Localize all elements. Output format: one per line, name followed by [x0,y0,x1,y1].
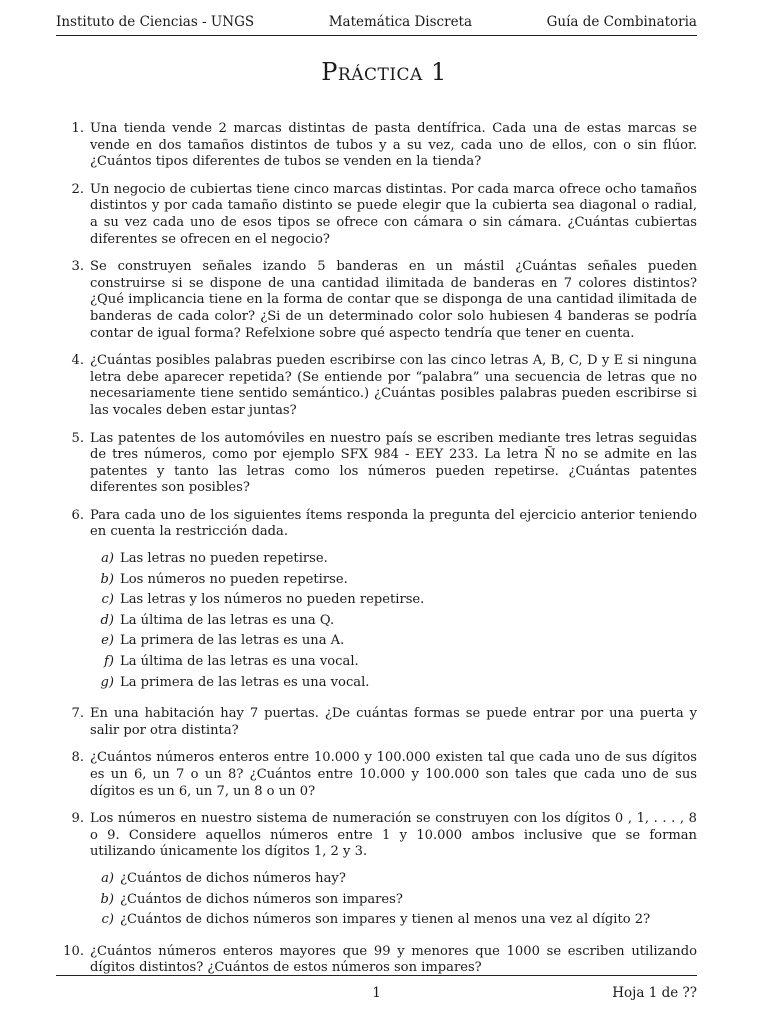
exercise-item [56,750,697,800]
exercise-number: 8. [71,750,84,766]
exercise-number: 4. [71,353,84,369]
exercise-text: Los números en nuestro sistema de numeración se construyen con los dígitos 0 , 1, . . . , 8 o 9. Considere aquellos números entre 1 y 10.000 ambos inclusive que se forman utilizando únicamente los dígitos 1, 2 y 3. [90,811,697,860]
exercise-body [90,259,697,342]
subitem-list [90,551,697,691]
subitem [90,633,697,650]
subitem-text: Las letras no pueden repetirse. [120,551,328,567]
subitem-text: La primera de las letras es una A. [120,633,345,649]
exercise-number: 6. [71,507,84,523]
header-institution: Instituto de Ciencias - UNGS [56,14,255,30]
exercise-item [56,121,697,171]
exercise-item [56,508,697,695]
subitem-text: La primera de las letras es una vocal. [120,674,370,690]
exercise-body [90,508,697,695]
exercise-text: Una tienda vende 2 marcas distintas de pasta dentífrica. Cada una de estas marcas se vende en dos tamaños distintos de tubos y a su vez, cada uno de ellos, con o sin flúor. ¿Cuántos tipos diferentes de tubos se venden en la tienda? [90,121,697,170]
exercise-body [90,750,697,800]
subitem [90,551,697,568]
exercise-item [56,706,697,739]
subitem [90,871,697,888]
subitem-label: f) [104,654,114,670]
exercise-item [56,811,697,933]
exercise-number: 5. [71,430,84,446]
subitem-list [90,871,697,929]
page-header [56,14,697,36]
exercise-body [90,182,697,248]
exercise-text: Un negocio de cubiertas tiene cinco marcas distintas. Por cada marca ofrece ocho tamaños distintos y por cada tamaño distinto se puede elegir que la cubierta sea diagonal o radial, a su vez cada uno de esos tipos se ofrece con cámara o sin cámara. ¿Cuántas cubiertas diferentes se ofrecen en el negocio? [90,181,697,247]
footer-sheet-count: Hoja 1 de ?? [612,985,697,1001]
subitem [90,675,697,692]
subitem [90,613,697,630]
exercise-item [56,182,697,248]
subitem-label: a) [101,551,114,567]
subitem-label: g) [100,674,114,690]
header-guide: Guía de Combinatoria [546,14,697,30]
exercise-text: ¿Cuántos números enteros mayores que 99 y menores que 1000 se escriben utilizando dígitos distintos? ¿Cuántos de estos números son impares? [90,943,697,976]
exercise-number: 3. [71,259,84,275]
exercise-item [56,431,697,497]
exercise-item [56,944,697,977]
exercise-item [56,353,697,419]
subitem-label: b) [100,891,114,907]
exercise-number: 10. [63,943,84,959]
subitem [90,912,697,929]
subitem [90,892,697,909]
subitem-text: ¿Cuántos de dichos números son impares? [120,891,403,907]
subitem-label: b) [100,571,114,587]
subitem-text: La última de las letras es una Q. [120,612,335,628]
exercise-item [56,259,697,342]
exercise-text: Para cada uno de los siguientes ítems responda la pregunta del ejercicio anterior teniendo en cuenta la restricción dada. [90,507,697,540]
exercise-number: 2. [71,181,84,197]
exercise-body [90,121,697,171]
exercise-text: En una habitación hay 7 puertas. ¿De cuántas formas se puede entrar por una puerta y salir por otra distinta? [90,706,697,738]
page-title: Práctica 1 [321,58,447,86]
subitem-label: d) [100,612,114,628]
exercise-body [90,706,697,739]
exercise-list [56,121,697,988]
page-footer [56,975,697,1001]
subitem [90,592,697,609]
exercise-text: Las patentes de los automóviles en nuestro país se escriben mediante tres letras seguidas de tres números, como por ejemplo SFX 984 - EEY 233. La letra Ñ no se admite en las patentes y tanto las letras como los números pueden repetirse. ¿Cuántas patentes diferentes son posibles? [90,430,697,496]
subitem-text: ¿Cuántos de dichos números son impares y tienen al menos una vez al dígito 2? [120,912,651,928]
exercise-text: Se construyen señales izando 5 banderas en un mástil ¿Cuántas señales pueden construirse si se dispone de una cantidad ilimitada de banderas en 7 colores distintos? ¿Qué implicancia tiene en la forma de contar que se disponga de una cantidad ilimitada de banderas de cada color? ¿Si de un determinado color solo hubiesen 4 banderas se podría contar de igual forma? Refelxione sobre qué aspecto tendría que tener en cuenta. [90,259,697,341]
exercise-body [90,431,697,497]
exercise-text: ¿Cuántos números enteros entre 10.000 y 100.000 existen tal que cada uno de sus dígitos es un 6, un 7 o un 8? ¿Cuántos entre 10.000 y 100.000 son tales que cada uno de sus dígitos es un 6, un 7, un 8 o un 0? [90,750,697,799]
exercise-body [90,944,697,977]
subitem-text: Las letras y los números no pueden repetirse. [120,592,425,608]
subitem-label: e) [101,633,114,649]
subitem-text: Los números no pueden repetirse. [120,571,348,587]
subitem-text: ¿Cuántos de dichos números hay? [120,870,346,886]
header-course: Matemática Discreta [328,14,473,30]
subitem-text: La última de las letras es una vocal. [120,654,359,670]
subitem-label: c) [101,592,114,608]
exercise-body [90,811,697,933]
exercise-number: 9. [71,811,84,827]
subitem-label: a) [101,870,114,886]
subitem [90,572,697,589]
exercise-number: 7. [71,706,84,722]
subitem-label: c) [101,912,114,928]
exercise-text: ¿Cuántas posibles palabras pueden escribirse con las cinco letras A, B, C, D y E si ninguna letra debe aparecer repetida? (Se entiende por “palabra” una secuencia de letras que no necesariamente tiene sentido semántico.) ¿Cuántas posibles palabras pueden escribirse si las vocales deben estar juntas? [90,353,697,418]
exercise-number: 1. [71,121,84,136]
subitem [90,654,697,671]
footer-page-number: 1 [372,985,381,1001]
exercise-body [90,353,697,419]
